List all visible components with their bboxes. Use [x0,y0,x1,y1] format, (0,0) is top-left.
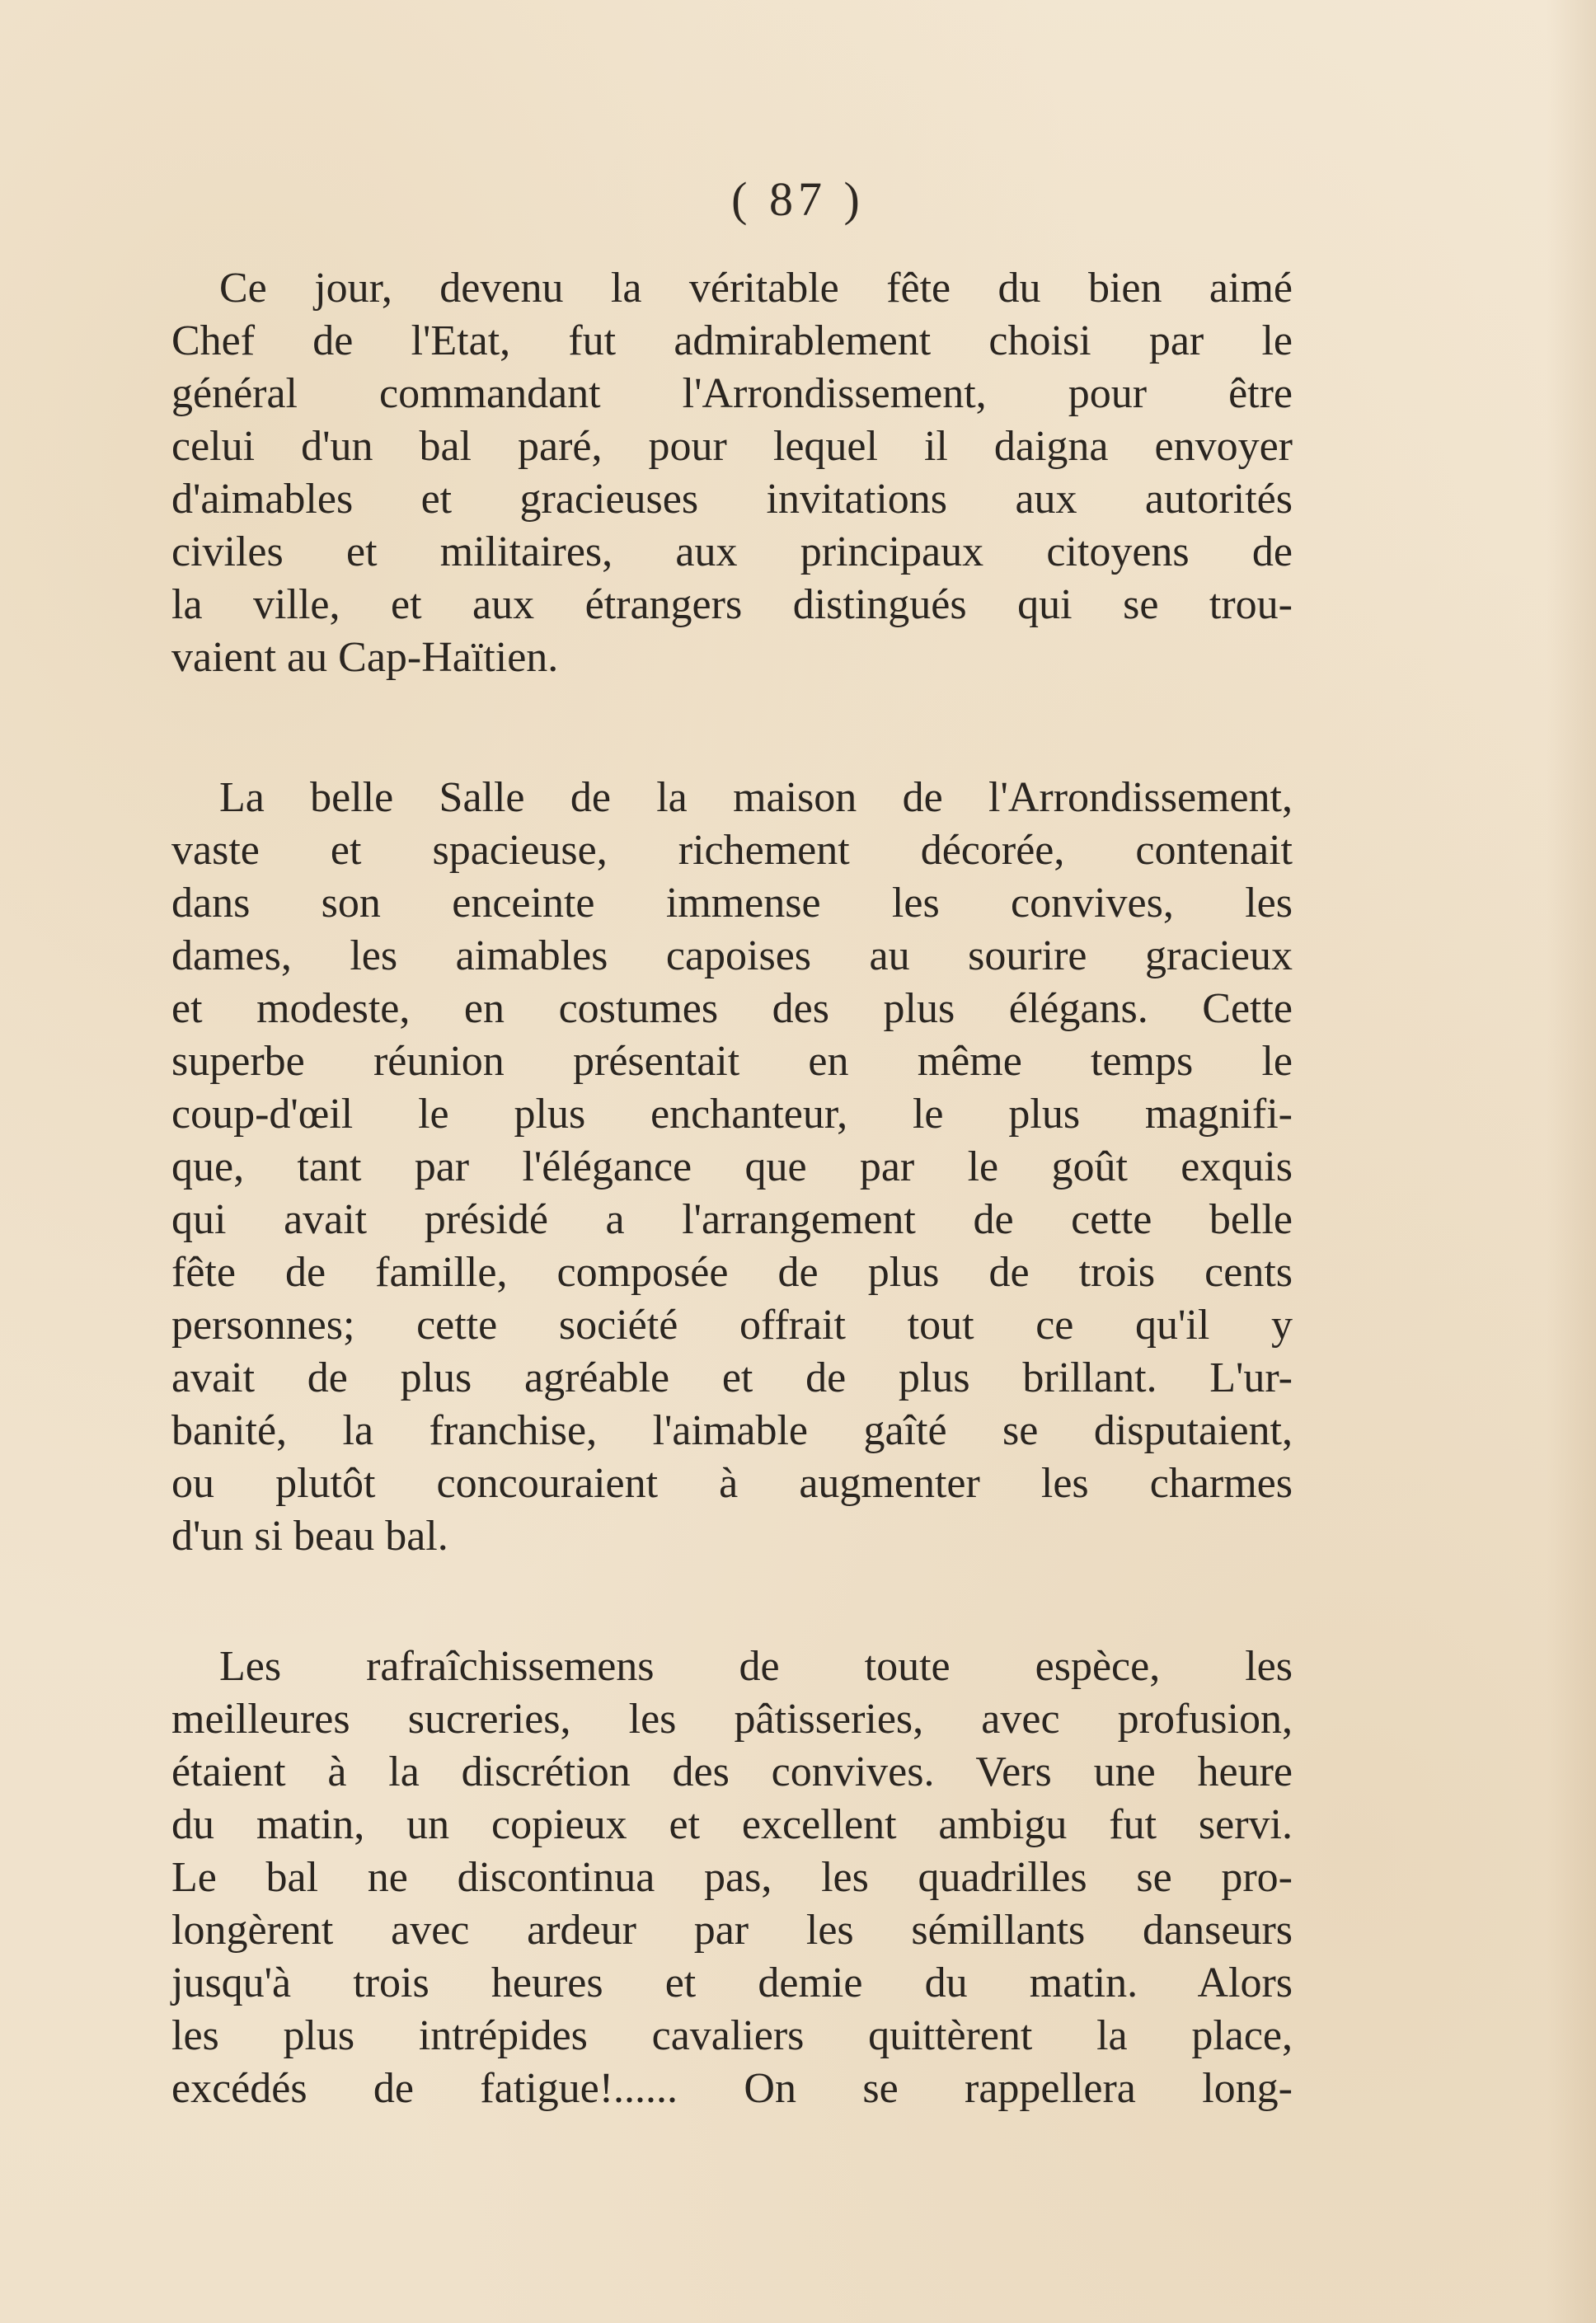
text-line: que, tant par l'élégance que par le goût exquis [171,1143,1293,1190]
text-line: civiles et militaires, aux principaux citoyens de [171,528,1293,575]
text-line: Chef de l'Etat, fut admirablement choisi par le [171,317,1293,364]
page-number: ( 87 ) [731,172,865,226]
text-line: étaient à la discrétion des convives. Vers une heure [171,1748,1293,1795]
text-line: d'aimables et gracieuses invitations aux autorités [171,476,1293,523]
text-line: général commandant l'Arrondissement, pour être [171,370,1293,417]
text-line: Les rafraîchissemens de toute espèce, les [219,1643,1293,1690]
paragraph-3 [171,1640,1293,2115]
text-line: meilleures sucreries, les pâtisseries, avec profusion, [171,1696,1293,1743]
text-line: les plus intrépides cavaliers quittèrent la place, [171,2012,1293,2059]
text-line: avait de plus agréable et de plus brillant. L'ur- [171,1354,1293,1401]
text-line: La belle Salle de la maison de l'Arrondissement, [219,774,1293,821]
text-line: banité, la franchise, l'aimable gaîté se disputaient, [171,1407,1293,1454]
text-line: la ville, et aux étrangers distingués qui se trou- [171,581,1293,628]
text-line: Ce jour, devenu la véritable fête du bien aimé [219,265,1293,312]
text-line: coup-d'œil le plus enchanteur, le plus magnifi- [171,1091,1293,1138]
text-line: jusqu'à trois heures et demie du matin. Alors [171,1959,1293,2006]
paragraph-1 [171,262,1293,684]
text-line: du matin, un copieux et excellent ambigu fut servi. [171,1801,1293,1848]
text-line: vaste et spacieuse, richement décorée, contenait [171,827,1293,874]
text-line: dames, les aimables capoises au sourire gracieux [171,932,1293,979]
text-line: dans son enceinte immense les convives, les [171,880,1293,927]
text-line: ou plutôt concouraient à augmenter les charmes [171,1460,1293,1507]
text-line: qui avait présidé a l'arrangement de cette belle [171,1196,1293,1243]
text-line: celui d'un bal paré, pour lequel il daigna envoyer [171,423,1293,470]
page-edge-shadow [1547,0,1596,2323]
text-line: et modeste, en costumes des plus élégans. Cette [171,985,1293,1032]
text-line: excédés de fatigue!...... On se rappellera long- [171,2065,1293,2112]
text-line: personnes; cette société offrait tout ce qu'il y [171,1302,1293,1349]
text-line: superbe réunion présentait en même temps le [171,1038,1293,1085]
text-line: fête de famille, composée de plus de trois cents [171,1249,1293,1296]
text-line: d'un si beau bal. [171,1513,448,1560]
text-line: vaient au Cap-Haïtien. [171,634,559,681]
paragraph-2 [171,772,1293,1563]
text-line: longèrent avec ardeur par les sémillants danseurs [171,1907,1293,1954]
text-line: Le bal ne discontinua pas, les quadrilles se pro- [171,1854,1293,1901]
